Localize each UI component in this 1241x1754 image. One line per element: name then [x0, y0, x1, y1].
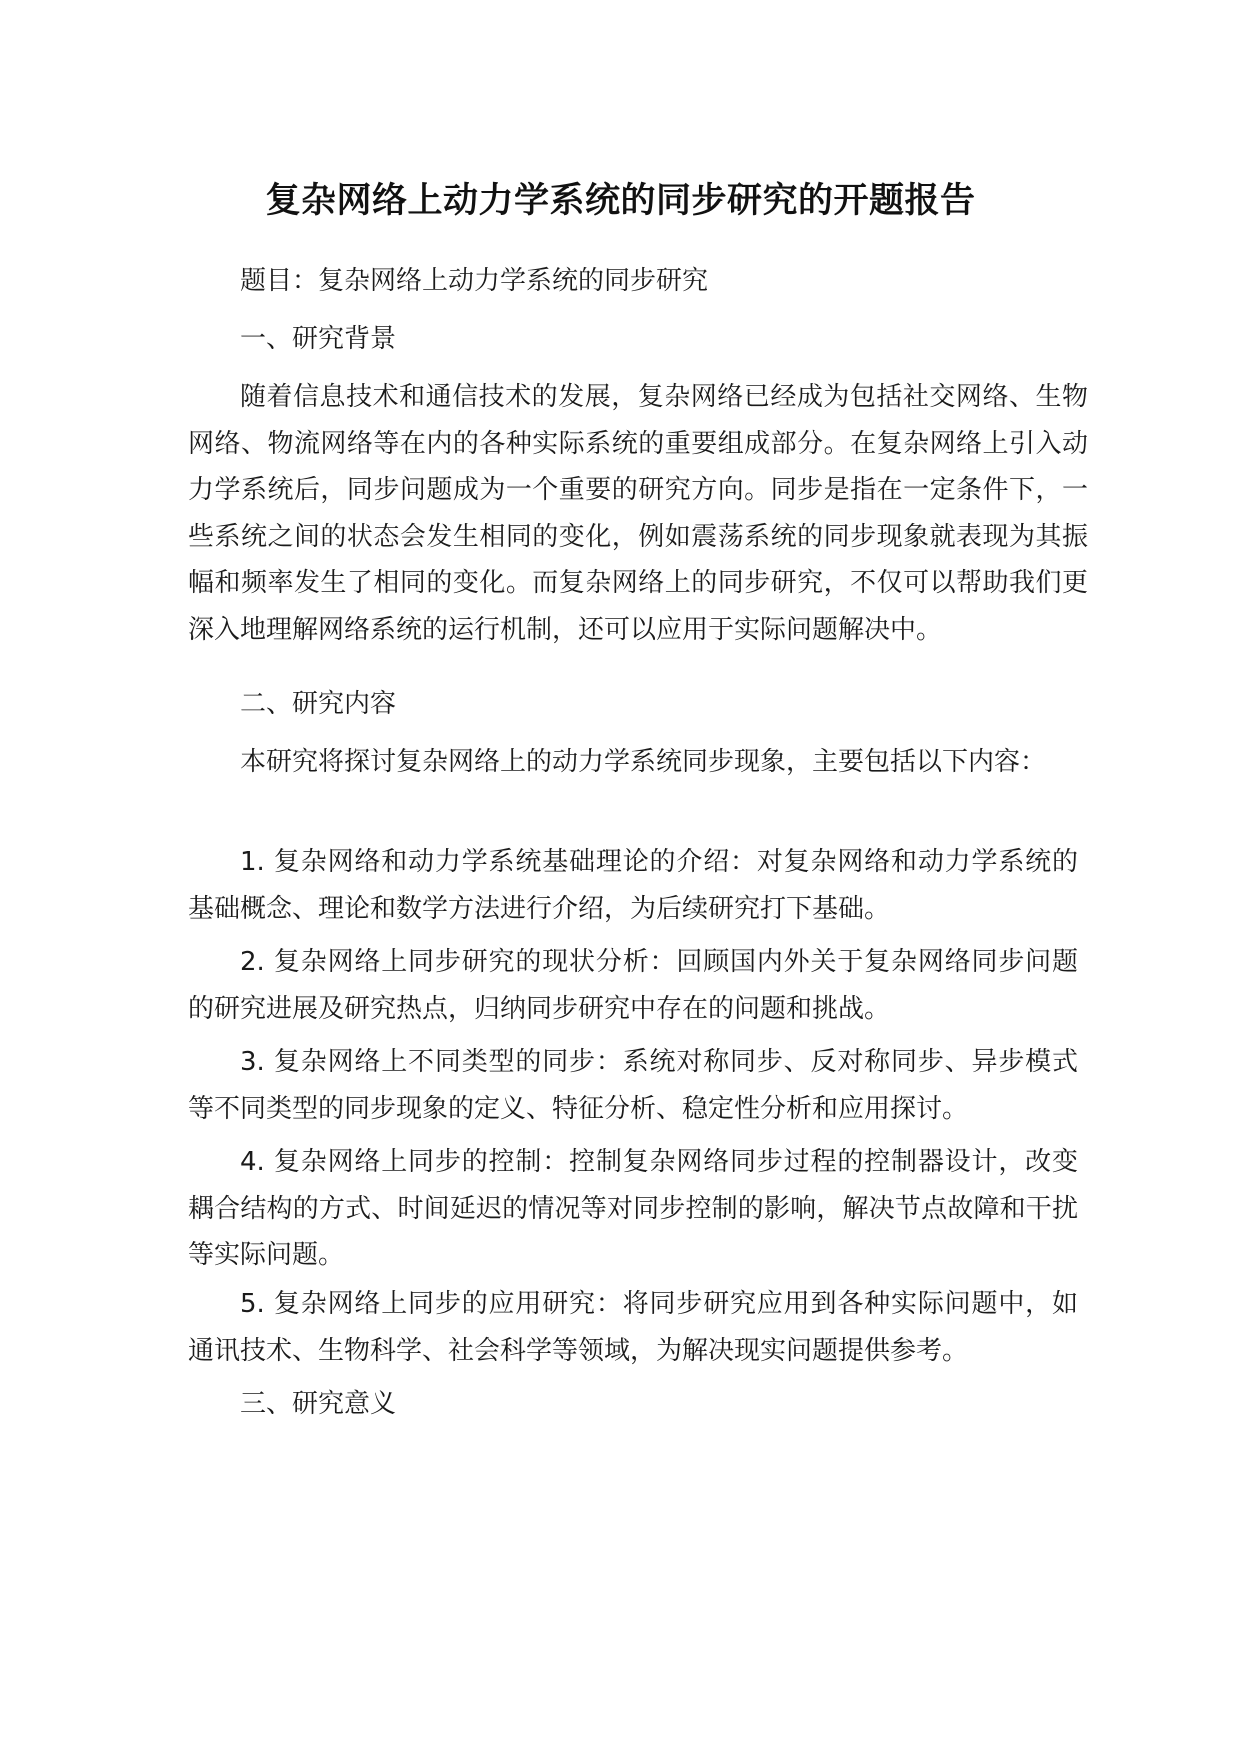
- section-heading-content: 二、研究内容: [240, 689, 397, 719]
- section-heading-background: 一、研究背景: [240, 324, 397, 354]
- content-intro-paragraph: 本研究将探讨复杂网络上的动力学系统同步现象，主要包括以下内容：: [240, 747, 1047, 777]
- content-item-4: 4. 复杂网络上同步的控制：控制复杂网络同步过程的控制器设计，改变耦合结构的方式、时间延迟的情况等对同步控制的影响，解决节点故障和干扰等实际问题。: [188, 1147, 1078, 1270]
- document-title: 复杂网络上动力学系统的同步研究的开题报告: [265, 181, 976, 221]
- content-item-2: 2. 复杂网络上同步研究的现状分析：回顾国内外关于复杂网络同步问题的研究进展及研究热点，归纳同步研究中存在的问题和挑战。: [188, 947, 1078, 1024]
- content-item-3: 3. 复杂网络上不同类型的同步：系统对称同步、反对称同步、异步模式等不同类型的同步现象的定义、特征分析、稳定性分析和应用探讨。: [188, 1047, 1078, 1124]
- content-item-1: 1. 复杂网络和动力学系统基础理论的介绍：对复杂网络和动力学系统的基础概念、理论和数学方法进行介绍，为后续研究打下基础。: [188, 847, 1078, 924]
- topic-line: 题目：复杂网络上动力学系统的同步研究: [240, 266, 709, 296]
- content-item-5: 5. 复杂网络上同步的应用研究：将同步研究应用到各种实际问题中，如通讯技术、生物科学、社会科学等领域，为解决现实问题提供参考。: [188, 1289, 1078, 1366]
- background-paragraph: 随着信息技术和通信技术的发展，复杂网络已经成为包括社交网络、生物网络、物流网络等在内的各种实际系统的重要组成部分。在复杂网络上引入动力学系统后，同步问题成为一个重要的研究方向。同步是指在一定条件下，一些系统之间的状态会发生相同的变化，例如震荡系统的同步现象就表现为其振幅和频率发生了相同的变化。而复杂网络上的同步研究，不仅可以帮助我们更深入地理解网络系统的运行机制，还可以应用于实际问题解决中。: [188, 382, 1088, 645]
- section-heading-significance: 三、研究意义: [240, 1389, 397, 1419]
